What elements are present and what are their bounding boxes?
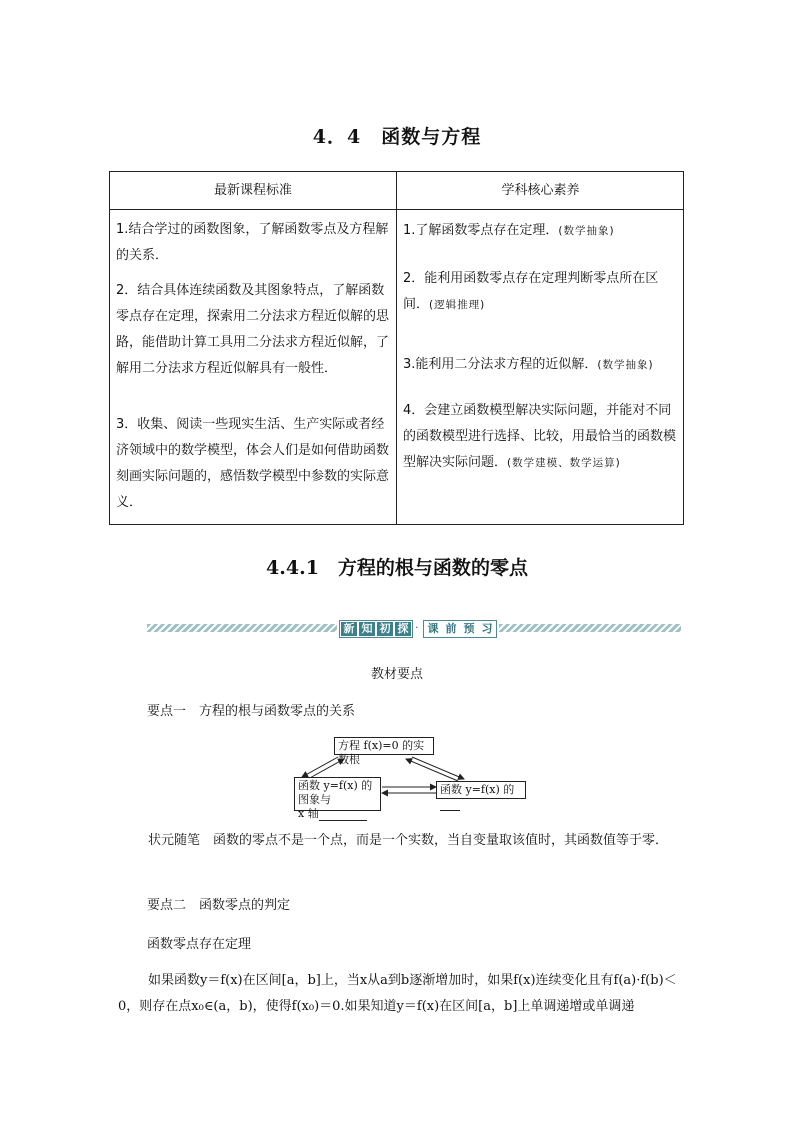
root-zero-relation-diagram [294,737,526,820]
box-text-line [298,807,377,821]
section-banner [147,619,681,637]
table-divider-vertical [396,172,397,524]
banner-dot: · [415,621,419,634]
banner-char: 习 [481,622,493,635]
competency-item-3 [403,352,681,378]
competency-item-2 [403,266,681,318]
competency-item-4 [403,398,681,476]
point2-heading: 要点二 函数零点的判定 [147,898,291,913]
competency-note: (数学抽象) [558,225,615,237]
standards-table [109,171,684,525]
banner-char: 课 [427,622,439,635]
banner-tag-preview [423,620,497,638]
table-divider-horizontal [110,209,683,210]
point1-heading: 要点一 方程的根与函数零点的关系 [147,704,356,719]
fill-blank [319,808,367,821]
competency-text: 1.了解函数零点存在定理． [403,223,559,238]
box-function-zero [436,781,526,799]
competency-text: 4．会建立函数模型解决实际问题，并能对不同的函数模型进行选择、比较，用最恰当的函数模型解决实际问题． [403,403,677,470]
banner-char: 知 [359,622,375,636]
competency-note: (逻辑推理) [429,299,486,311]
box-text-line: 函数 y=f(x) 的图象与 [298,779,373,806]
competency-note: (数学建模、数学运算) [507,457,621,469]
banner-char: 前 [445,622,457,635]
theorem-text: 如果函数y＝f(x)在区间[a，b]上，当x从a到b逐渐增加时，如果f(x)连续变化且有f(a)·f(b)＜0，则存在点x₀∈(a，b)，使得f(x₀)＝0.如果知道y＝f(x)在区间[a，b]上单调递增或单调递 [118,973,677,1014]
banner-stripe-left [147,624,337,632]
banner-char: 探 [395,622,411,636]
box-text: 函数 y=f(x) 的 [440,783,515,796]
subsection-title: 4.4.1 方程的根与函数的零点 [266,557,528,579]
theorem-name: 函数零点存在定理 [147,937,252,952]
banner-char: 初 [377,622,393,636]
table-header-standards: 最新课程标准 [213,183,292,198]
standard-item-1: 1.结合学过的函数图象，了解函数零点及方程解的关系． [116,222,389,263]
fill-blank [440,798,460,811]
section-title: 4．4 函数与方程 [312,126,482,148]
box-equation-root: 方程 f(x)=0 的实数根 [334,737,434,755]
banner-char: 新 [341,622,357,636]
standard-item-3: 3．收集、阅读一些现实生活、生产实际或者经济领域中的数学模型，体会人们是如何借助函数刻画实际问题的，感悟数学模型中参数的实际意义． [116,417,390,510]
materials-heading: 教材要点 [370,667,423,682]
table-header-competencies: 学科核心素养 [501,183,580,198]
competency-note: (数学抽象) [597,359,654,371]
standard-item-2: 2．结合具体连续函数及其图象特点，了解函数零点存在定理，探索用二分法求方程近似解的思路，能借助计算工具用二分法求方程近似解，了解用二分法求方程近似解具有一般性． [116,283,390,376]
competency-text: 2．能利用函数零点存在定理判断零点所在区间． [403,271,659,312]
tip-note: 状元随笔 函数的零点不是一个点，而是一个实数，当自变量取该值时，其函数值等于零． [148,833,669,848]
box-text: x 轴 [298,807,319,820]
banner-stripe-right [499,624,681,632]
banner-tag-new-knowledge [339,620,413,638]
competency-text: 3.能利用二分法求方程的近似解． [403,357,598,372]
banner-char: 预 [463,622,475,635]
box-graph-intersection [294,777,381,820]
competency-item-1 [403,218,681,244]
